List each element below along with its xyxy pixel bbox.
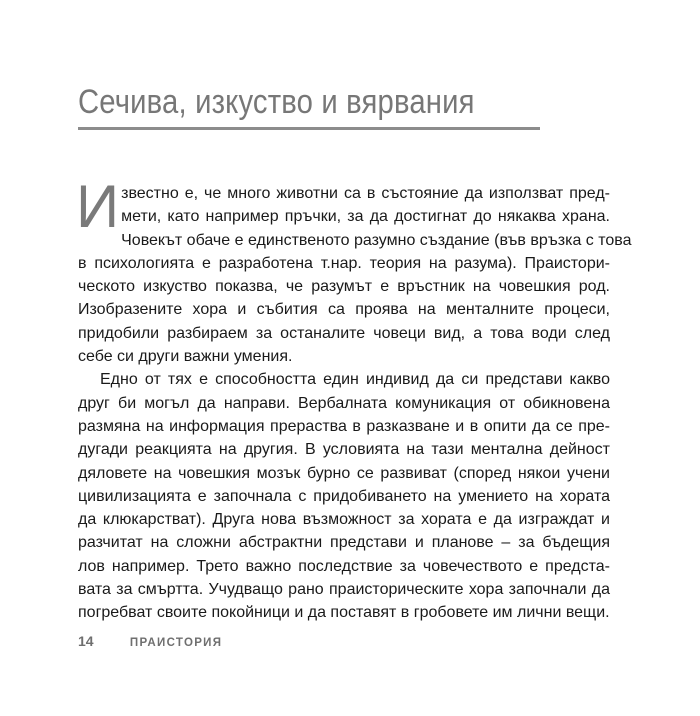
drop-cap-lines [121,182,610,229]
text-line: Изобразените хора и събития са проява на менталните процеси, [78,301,610,319]
text-line: погребват своите покойници и да поставят в гробовете им лични вещи. [78,604,610,622]
text-line: вата за смъртта. Учудващо рано праисторическите хора започнали да [78,581,610,599]
text-line: мети, като например пръчки, за да достигнат до някаква храна. [121,208,610,226]
paragraph-2 [78,368,610,624]
text-line: лов например. Трето важно последствие за човечеството е предста- [78,557,610,575]
text-line: придобили разбираем за останалите човеци вид, а това води след [78,324,610,342]
page-number: 14 [78,633,94,649]
text-line: Едно от тях е способността един индивид да си представи какво [100,371,610,389]
text-line: да клюкарстват). Друга нова възможност за хората е да изграждат и [78,511,610,529]
body-text [76,173,632,625]
text-line: размяна на информация прераства в разказване и в опити да се пре- [78,417,610,435]
chapter-title: Сечива, изкуство и вярвания [78,83,475,121]
running-head: ПРАИСТОРИЯ [129,637,223,649]
text-line: себе си други важни умения. [78,348,293,366]
paragraph-1 [76,173,632,368]
text-line: звестно е, че много животни са в състояние да използват пред- [121,185,610,202]
text-line: дугади реакцията на другия. В условията на тази ментална дейност [78,441,610,459]
text-line: Човекът обаче е единственото разумно създание (във връзка с това [121,231,632,249]
text-line: цивилизацията е започнала с придобиването на умението на хората [78,487,610,505]
text-line: ческото изкуство показва, че разумът е връстник на човешкия род. [78,278,610,296]
text-line: дяловете на човешкия мозък бурно се развиват (според някои учени [78,464,610,482]
text-line: в психологията е разработена т.нар. теория на разума). Праистори- [78,254,610,272]
text-line: разчитат на сложни абстрактни представи и планове – за бъдещия [78,534,610,552]
drop-cap: И [76,173,120,240]
page-footer [78,633,222,649]
text-line: друг би могъл да направи. Вербалната комуникация от обикновена [78,394,610,412]
title-underline [78,127,540,130]
